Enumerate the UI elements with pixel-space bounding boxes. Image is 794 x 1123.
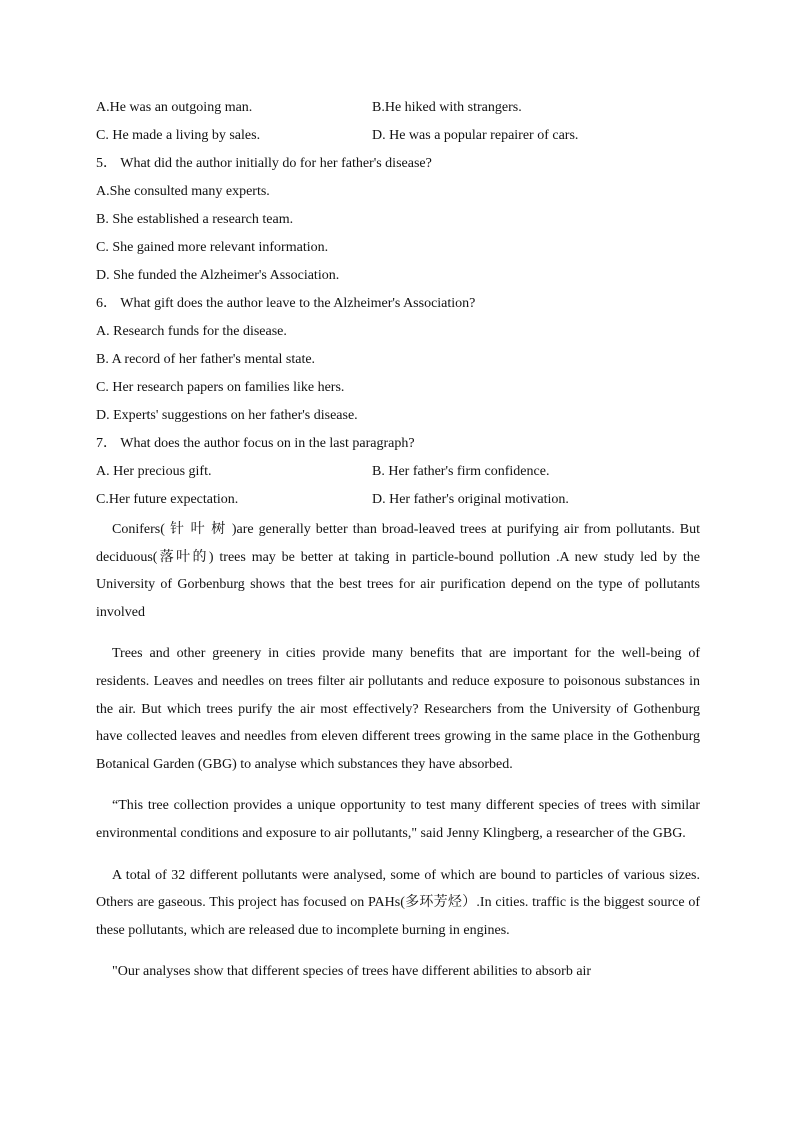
passage-paragraph-2: Trees and other greenery in cities provide many benefits that are important for the well-being of residents. Leaves and needles on trees filter air pollutants and reduce exposure to poisonous substances in the air. But which trees purify the air most effectively? Researchers from the University of Gothenburg have collected leaves and needles from eleven different trees growing in the same place in the Gothenburg Botanical Garden (GBG) to analyse which substances they have absorbed. bbox=[96, 646, 700, 772]
passage-paragraph-4: A total of 32 different pollutants were analysed, some of which are bound to particles of various sizes. Others are gaseous. This project has focused on PAHs(多环芳烃）.In cities. traffic is the biggest source of these pollutants, which are released due to incomplete burning in engines. bbox=[96, 867, 700, 938]
q4-options-row-1 bbox=[96, 94, 700, 122]
q7-option-b: B. Her father's firm confidence. bbox=[372, 464, 550, 479]
q7-stem: 7． What does the author focus on in the last paragraph? bbox=[96, 436, 415, 451]
q5-option-d: D. She funded the Alzheimer's Association. bbox=[96, 268, 340, 283]
q7-options-row-1 bbox=[96, 458, 700, 486]
q4-option-a: A.He was an outgoing man. bbox=[96, 100, 253, 115]
q5-option-b: B. She established a research team. bbox=[96, 212, 294, 227]
q4-options-row-2 bbox=[96, 122, 700, 150]
passage-paragraph-5: "Our analyses show that different species of trees have different abilities to absorb air bbox=[112, 964, 592, 980]
q6-option-a: A. Research funds for the disease. bbox=[96, 324, 287, 339]
q6-option-c: C. Her research papers on families like hers. bbox=[96, 380, 345, 395]
passage-paragraph-3: “This tree collection provides a unique opportunity to test many different species of trees with similar environmental conditions and exposure to air pollutants," said Jenny Klingberg, a researcher of the GBG. bbox=[96, 798, 700, 841]
q7-options-row-2 bbox=[96, 486, 700, 514]
q5-stem: 5． What did the author initially do for her father's disease? bbox=[96, 156, 432, 171]
q5-option-c: C. She gained more relevant information. bbox=[96, 240, 329, 255]
q7-option-d: D. Her father's original motivation. bbox=[372, 492, 569, 507]
exam-page bbox=[96, 94, 700, 1000]
q5-option-a: A.She consulted many experts. bbox=[96, 184, 270, 199]
passage-paragraph-1: Conifers( 针 叶 树 )are generally better than broad-leaved trees at purifying air from pollutants. But deciduous(落叶的) trees may be better at taking in particle-bound pollution .A new study led by the University of Gorbenburg shows that the best trees for air purification depend on the type of pollutants involved bbox=[96, 522, 700, 620]
q4-option-b: B.He hiked with strangers. bbox=[372, 100, 522, 115]
q6-option-b: B. A record of her father's mental state. bbox=[96, 352, 316, 367]
q4-option-d: D. He was a popular repairer of cars. bbox=[372, 128, 579, 143]
q7-option-c: C.Her future expectation. bbox=[96, 492, 239, 507]
q7-option-a: A. Her precious gift. bbox=[96, 464, 212, 479]
q6-option-d: D. Experts' suggestions on her father's disease. bbox=[96, 408, 358, 423]
q6-stem: 6． What gift does the author leave to the Alzheimer's Association? bbox=[96, 296, 476, 311]
q4-option-c: C. He made a living by sales. bbox=[96, 128, 261, 143]
